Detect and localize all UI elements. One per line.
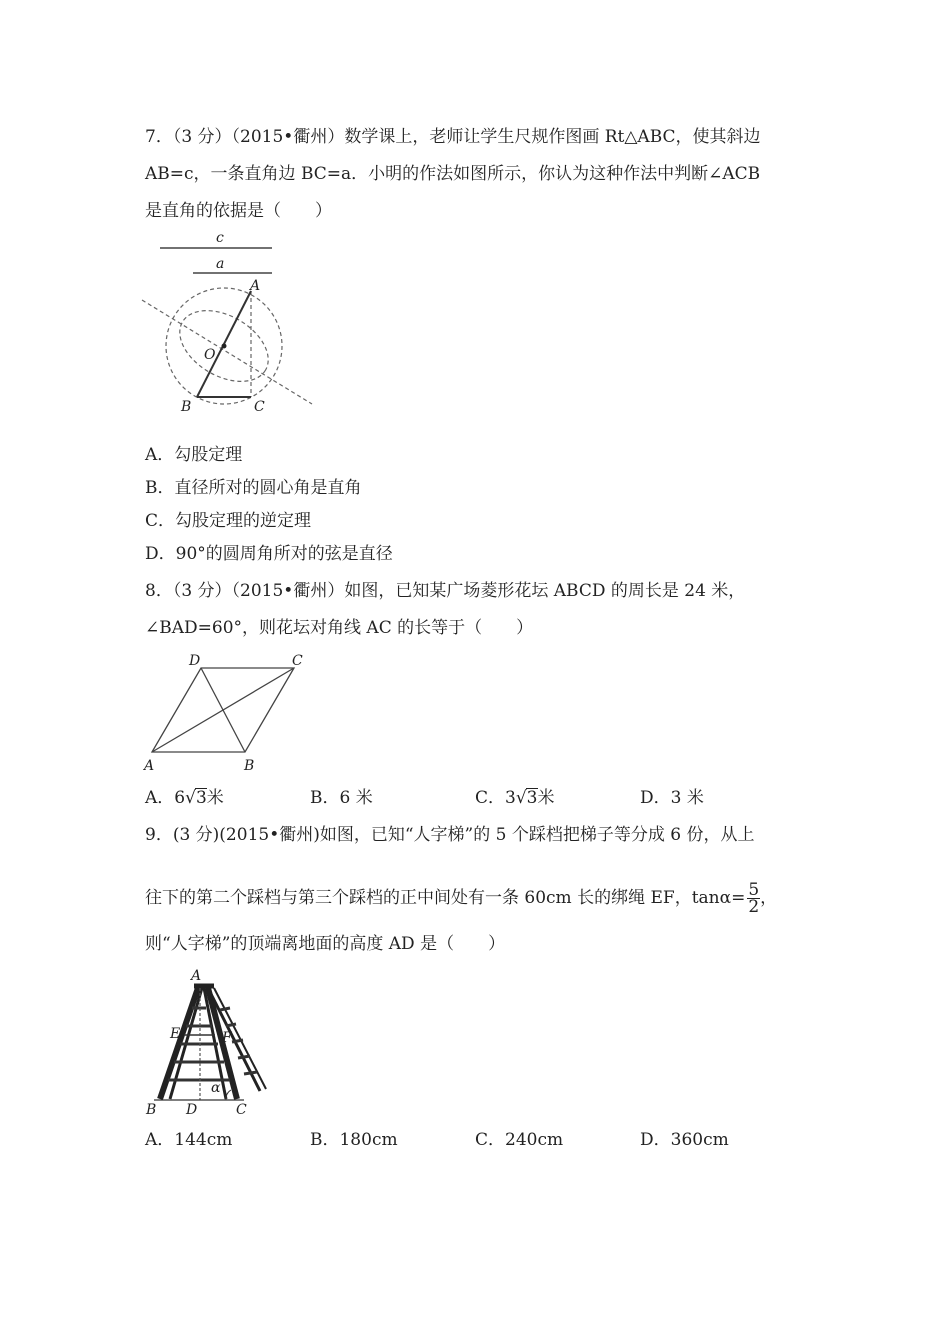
step-r5	[244, 1072, 257, 1074]
label-A: A	[144, 758, 155, 774]
q8-option-a-radicand: 3	[195, 788, 207, 808]
label-alpha: α	[211, 1080, 221, 1096]
label-O: O	[204, 347, 216, 363]
point-O	[222, 344, 227, 349]
q8-option-c-radicand: 3	[526, 788, 538, 808]
q7-stem-line3: 是直角的依据是（ ）	[145, 201, 332, 221]
label-a: a	[216, 256, 225, 272]
q9-stem-line3: 则“人字梯”的顶端离地面的高度 AD 是（ ）	[145, 934, 506, 954]
perpendicular-bisector	[142, 300, 312, 404]
label-A: A	[250, 278, 261, 294]
label-F: F	[222, 1030, 232, 1046]
label-B: B	[244, 758, 255, 774]
q8-option-a	[145, 786, 224, 810]
q8-stem-line1: 8．（3 分）（2015•衢州）如图，已知某广场菱形花坛 ABCD 的周长是 24 米，	[145, 581, 746, 601]
q8-option-b: B．6 米	[310, 788, 373, 808]
q7-option-d: D．90°的圆周角所对的弦是直径	[145, 544, 393, 564]
sqrt-sign: √	[515, 788, 527, 808]
q7-option-b: B．直径所对的圆心角是直角	[145, 478, 362, 498]
q9-stem-line2	[145, 882, 777, 915]
q7-option-a: A．勾股定理	[145, 445, 243, 465]
step-r4	[238, 1056, 250, 1058]
label-C: C	[254, 399, 265, 415]
label-C: C	[292, 653, 303, 669]
q9-stem-line1: 9．(3 分)(2015•衢州)如图，已知“人字梯”的 5 个踩档把梯子等分成 6 份，从上	[145, 825, 755, 845]
q9-stem-line2-text: 往下的第二个踩档与第三个踩档的正中间处有一条 60cm 长的绑绳 EF，tanα=	[145, 888, 746, 908]
step-r2	[226, 1024, 236, 1026]
step-r3	[232, 1040, 243, 1042]
q7-stem-line2: AB=c，一条直角边 BC=a．小明的作法如图所示，你认为这种作法中判断∠ACB	[145, 164, 761, 184]
q9-option-a: A．144cm	[145, 1130, 233, 1150]
q8-option-c-unit: 米	[537, 788, 555, 808]
q8-option-d: D．3 米	[640, 788, 704, 808]
q8-rhombus-figure	[140, 650, 315, 775]
label-D: D	[189, 653, 201, 669]
q8-option-a-unit: 米	[206, 788, 224, 808]
q9-option-b: B．180cm	[310, 1130, 398, 1150]
q9-stem-line2-end: ，	[760, 888, 778, 908]
fraction-denominator: 2	[748, 897, 760, 917]
q9-ladder-figure	[140, 966, 280, 1118]
step-r1	[220, 1008, 230, 1010]
q8-stem-line2: ∠BAD=60°，则花坛对角线 AC 的长等于（ ）	[145, 618, 534, 638]
q9-option-d: D．360cm	[640, 1130, 729, 1150]
ladder-right-rail	[208, 988, 260, 1091]
label-E: E	[170, 1026, 181, 1042]
label-B: B	[181, 399, 192, 415]
sqrt-sign: √	[185, 788, 196, 808]
q9-option-c: C．240cm	[475, 1130, 564, 1150]
q7-stem-line1: 7．（3 分）（2015•衢州）数学课上，老师让学生尺规作图画 Rt△ABC，使其斜边	[145, 127, 761, 147]
q8-option-c-prefix: C．3	[475, 788, 516, 808]
q7-figure	[140, 228, 320, 416]
q7-option-c: C．勾股定理的逆定理	[145, 511, 312, 531]
fraction-tan-alpha	[747, 882, 760, 915]
label-c: c	[216, 230, 224, 246]
fraction-numerator: 5	[748, 880, 760, 900]
label-A: A	[191, 968, 202, 984]
q8-option-a-prefix: A．6	[145, 788, 186, 808]
label-C: C	[236, 1102, 247, 1118]
label-B: B	[146, 1102, 157, 1118]
diagonal-BD	[201, 668, 245, 752]
q8-option-c	[475, 786, 555, 810]
label-D: D	[186, 1102, 198, 1118]
